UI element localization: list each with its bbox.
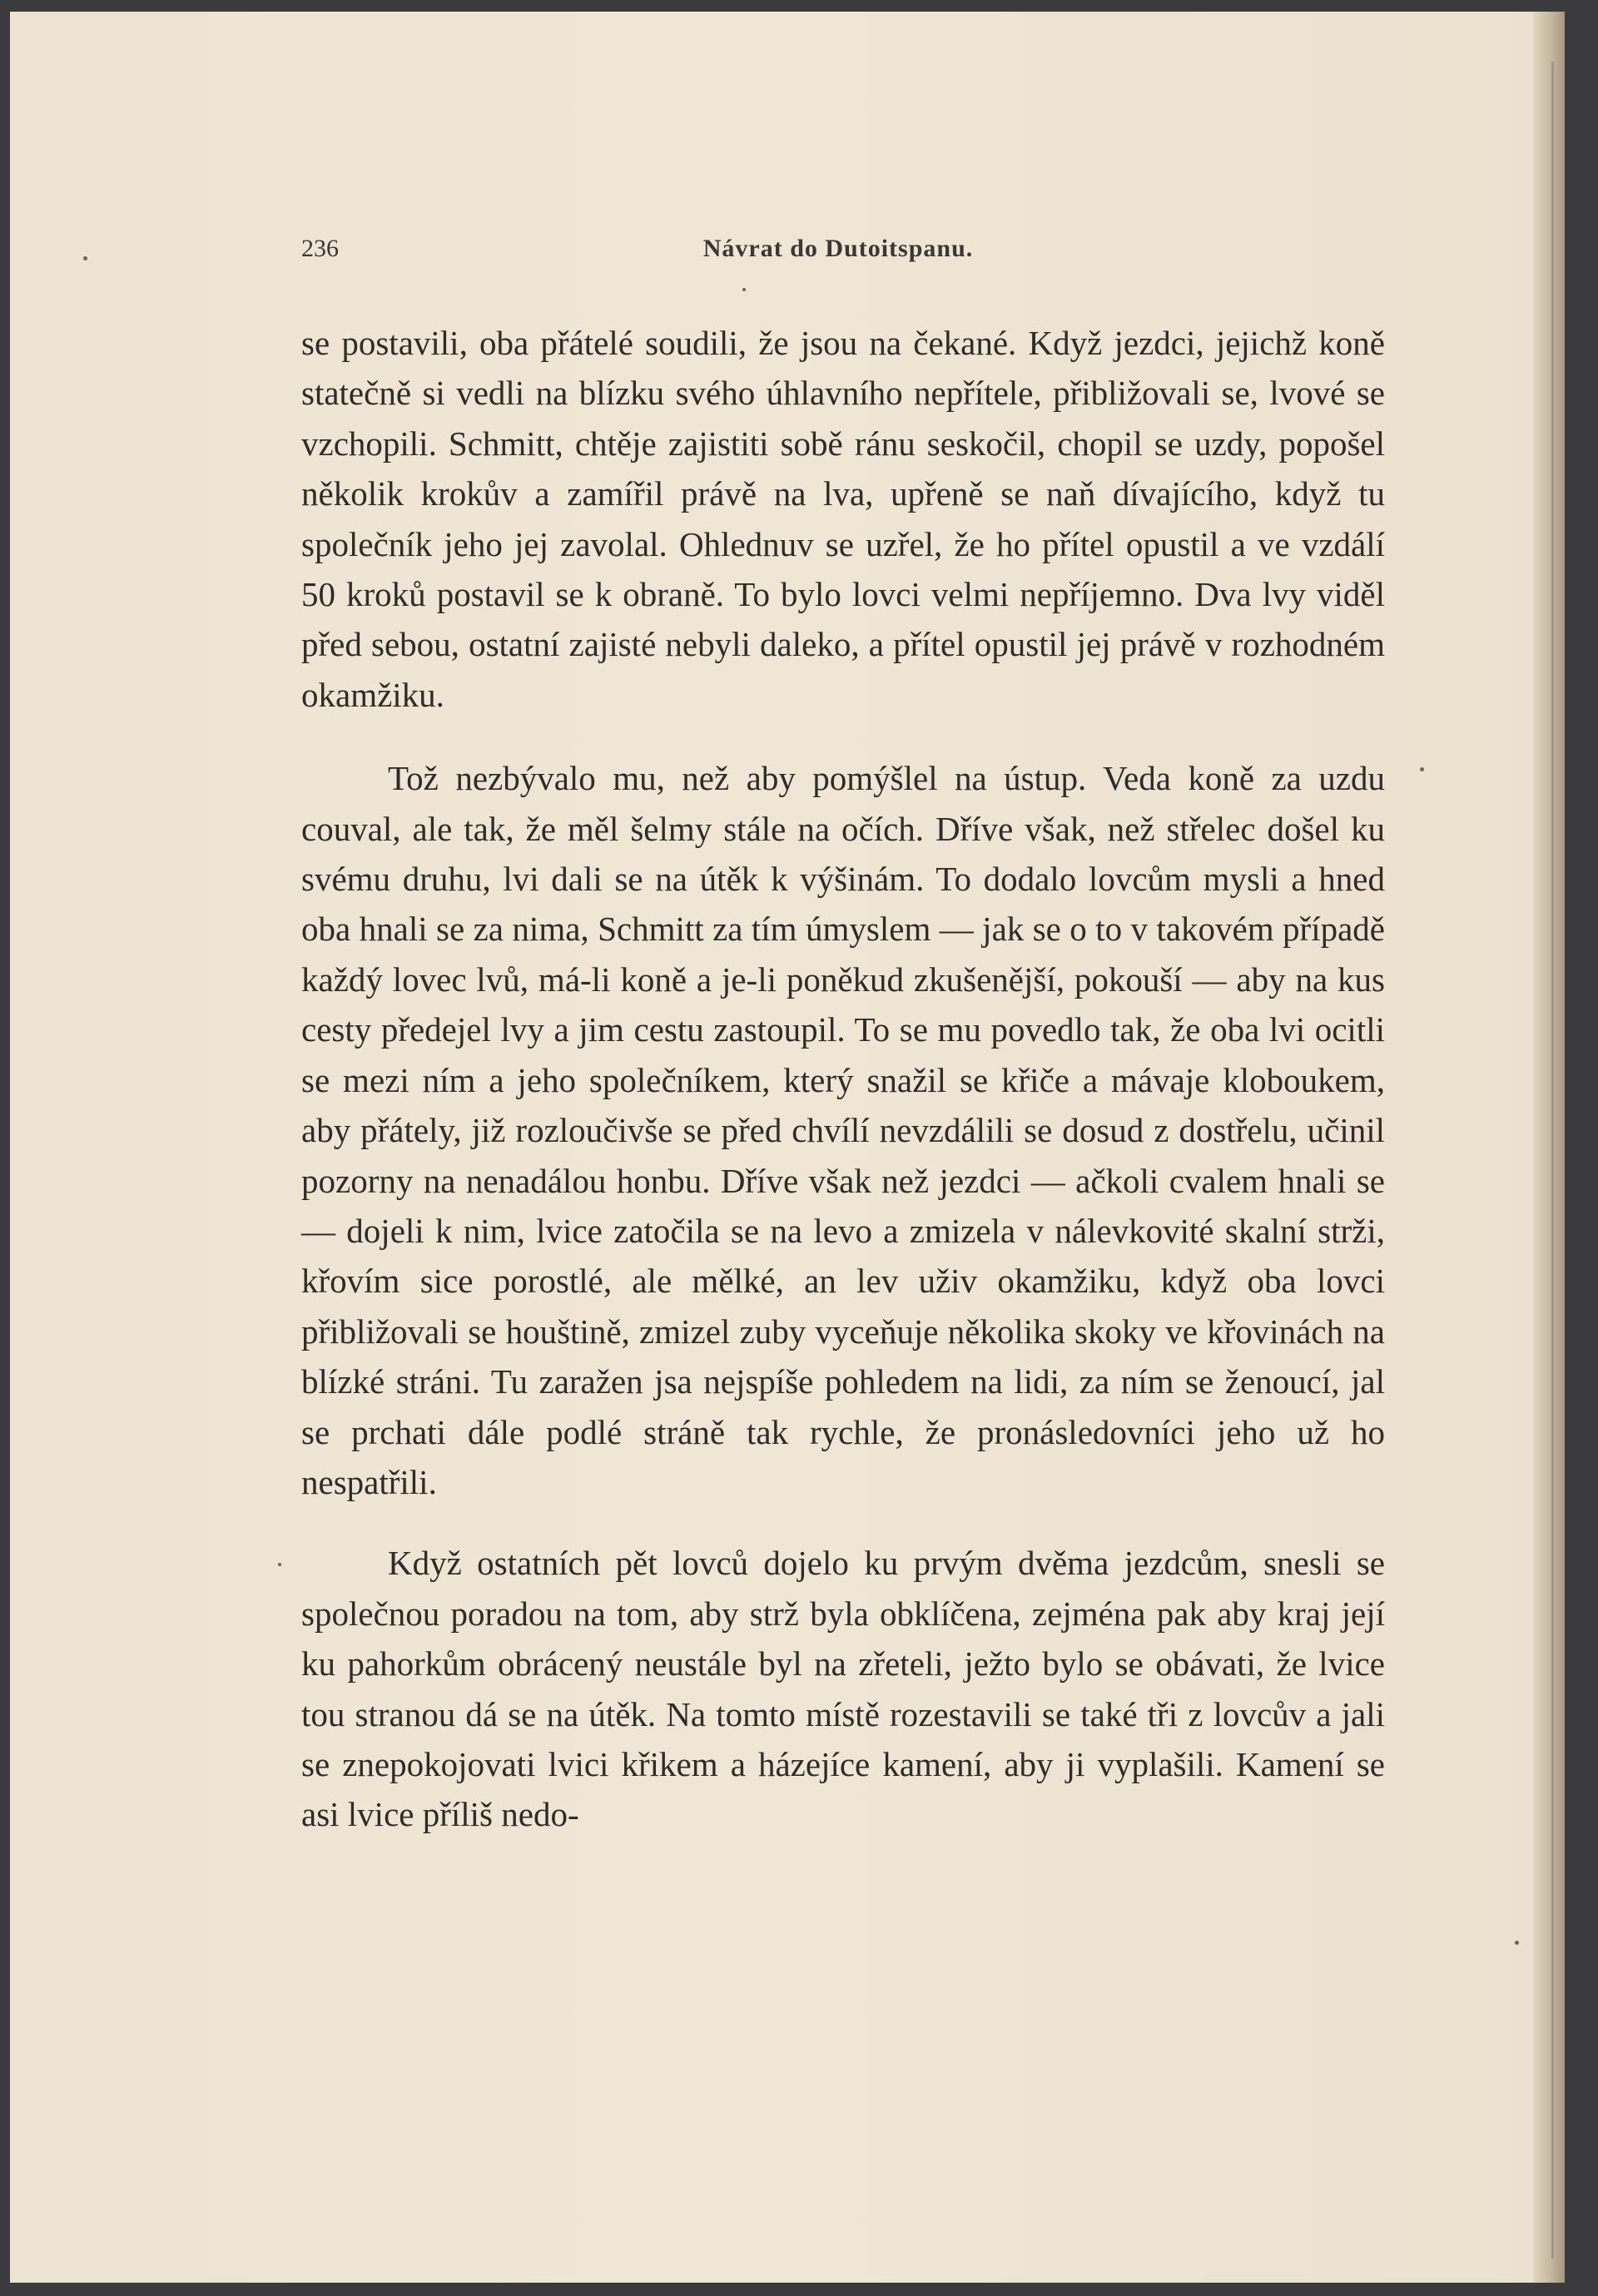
paper-speck: [742, 288, 746, 291]
running-title: Návrat do Dutoitspanu.: [702, 235, 974, 262]
paragraph-1: se postavili, oba přátelé soudili, že jsou na čekané. Když jezdci, jejichž koně statečně si vedli na blízku svého úhlavního nepřítele, přibližovali se, lvové se vzchopili. Schmitt, chtěje zajistiti sobě ránu seskočil, chopil se uzdy, popošel několik krokův a zamířil právě na lva, upřeně se naň dívajícího, když tu společník jeho jej zavolal. Ohlednuv se uzřel, že ho přítel opustil a ve vzdálí 50 kroků postavil se k obraně. To bylo lovci velmi nepříjemno. Dva lvy viděl před sebou, ostatní zajisté nebyli daleko, a přítel opustil jej právě v rozhodném okamžiku.: [301, 324, 1385, 714]
page-edge-line: [1551, 62, 1554, 2259]
paper-speck: [278, 1563, 281, 1566]
paper-speck: [1515, 1941, 1519, 1945]
book-page: [10, 12, 1565, 2283]
page-gutter: [1533, 12, 1565, 2283]
body-text: [301, 318, 1385, 1840]
paper-speck: [1420, 767, 1424, 771]
page-number: 236: [301, 235, 339, 262]
page-header: [293, 235, 1383, 276]
paragraph-2: Tož nezbývalo mu, než aby pomýšlel na ústup. Veda koně za uzdu couval, ale tak, že měl šelmy stále na očích. Dříve však, než střelec došel ku svému druhu, lvi dali se na útěk k výšinám. To dodalo lovcům mysli a hned oba hnali se za nima, Schmitt za tím úmyslem — jak se o to v takovém případě každý lovec lvů, má-li koně a je-li poněkud zkušenější, pokouší — aby na kus cesty předejel lvy a jim cestu zastoupil. To se mu povedlo tak, že oba lvi ocitli se mezi ním a jeho společníkem, který snažil se křiče a mávaje kloboukem, aby přátely, již rozloučivše se před chvílí nevzdálili se dosud z dostřelu, učinil pozorny na nenadálou honbu. Dříve však než jezdci — ačkoli cvalem hnali se — dojeli k nim, lvice zatočila se na levo a zmizela v nálevkovité skalní strži, křovím sice porostlé, ale mělké, an lev uživ okamžiku, když oba lovci přibližovali se houštině, zmizel zuby vyceňuje několika skoky ve křovinách na blízké stráni. Tu zaražen jsa nejspíše pohledem na lidi, za ním se ženoucí, jal se prchati dále podlé stráně tak rychle, že pronásledovníci jeho už ho nespatřili.: [301, 759, 1385, 1501]
paper-speck: [83, 256, 87, 260]
paragraph-3: Když ostatních pět lovců dojelo ku prvým dvěma jezdcům, snesli se společnou poradou na tom, aby strž byla obklíčena, zejména pak aby kraj její ku pahorkům obrácený neustále byl na zřeteli, ježto bylo se obávati, že lvice tou stranou dá se na útěk. Na tomto místě rozestavili se také tři z lovcův a jali se znepokojovati lvici křikem a házejíce kamení, aby ji vyplašili. Kamení se asi lvice příliš nedo-: [301, 1544, 1385, 1834]
